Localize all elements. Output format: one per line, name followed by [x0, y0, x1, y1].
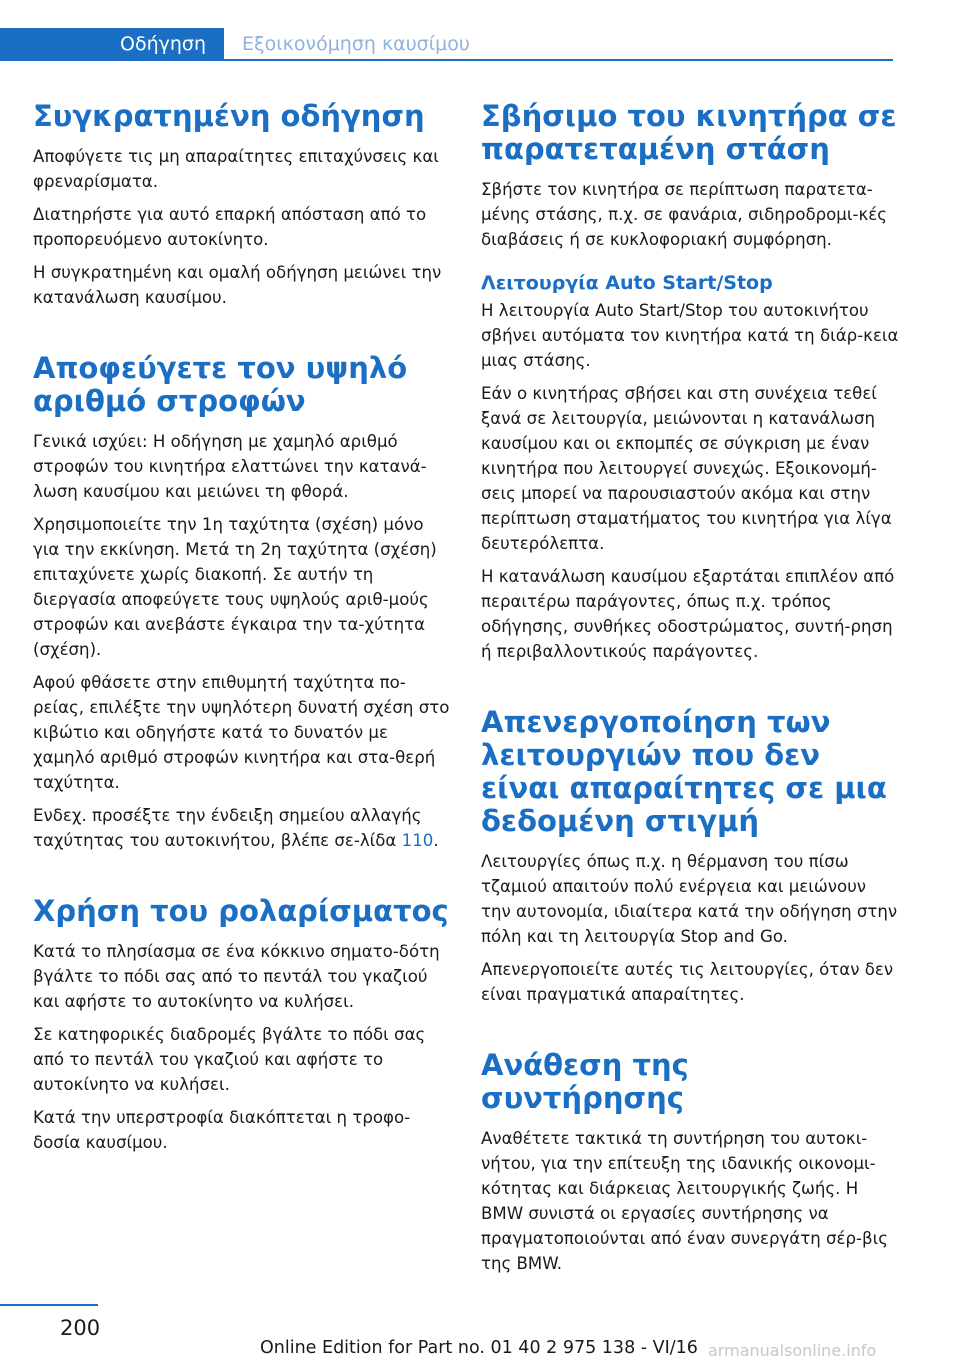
paragraph: Διατηρήστε για αυτό επαρκή απόσταση από το προπορευόμενο αυτοκίνητο. — [33, 205, 427, 249]
heading-avoid-high-rpm: Αποφεύγετε τον υψηλό αριθμό στροφών — [33, 351, 408, 418]
paragraph: Σβήστε τον κινητήρα σε περίπτωση παρατετα‐μένης στάσης, π.χ. σε φανάρια, σιδηροδρομι‐κές διαβάσεις ή σε κυκλοφοριακή συμφόρηση. — [481, 180, 887, 249]
paragraph: Αποφύγετε τις μη απαραίτητες επιταχύνσεις και φρεναρίσματα. — [33, 147, 439, 191]
subheading-auto-start-stop: Λειτουργία Auto Start/Stop — [481, 272, 773, 294]
left-column — [33, 100, 451, 1163]
page-header — [0, 28, 470, 60]
paragraph-end: . — [433, 831, 439, 850]
heading-engine-off: Σβήσιμο του κινητήρα σε παρατεταμένη στάση — [481, 99, 897, 166]
paragraph: Λειτουργίες όπως π.χ. η θέρμανση του πίσω τζαμιού απαιτούν πολύ ενέργεια και μειώνουν την αυτονομία, ιδιαίτερα κατά την οδήγηση στην πόλη και τη λειτουργία Stop and Go. — [481, 852, 898, 946]
heading-disable-functions: Απενεργοποίηση των λειτουργιών που δεν είναι απαραίτητες σε μια δεδομένη στιγμή — [481, 705, 887, 838]
paragraph: Η λειτουργία Auto Start/Stop του αυτοκινήτου σβήνει αυτόματα τον κινητήρα κατά τη διάρ‐κεια μιας στάσης. — [481, 301, 899, 370]
paragraph-with-link — [33, 803, 451, 853]
header-subsection-tab[interactable]: Εξοικονόμηση καυσίμου — [242, 33, 470, 55]
heading-maintenance: Ανάθεση της συντήρησης — [481, 1048, 689, 1115]
paragraph: Εάν ο κινητήρας σβήσει και στη συνέχεια τεθεί ξανά σε λειτουργία, μειώνονται η κατανάλωση καυσίμου και οι εκπομπές σε σύγκριση με έναν κινητήρα που λειτουργεί συνεχώς. Εξοικονομή‐σεις μπορεί να παρουσιαστούν ακόμα και στην περίπτωση σταματήματος του κινητήρα για λίγα δευτερόλεπτα. — [481, 384, 892, 553]
paragraph: Γενικά ισχύει: Η οδήγηση με χαμηλό αριθμό στροφών του κινητήρα ελαττώνει την κατανά‐λωση καυσίμου και μειώνει τη φθορά. — [33, 432, 427, 501]
paragraph: Απενεργοποιείτε αυτές τις λειτουργίες, όταν δεν είναι πραγματικά απαραίτητες. — [481, 960, 894, 1004]
paragraph: Χρησιμοποιείτε την 1η ταχύτητα (σχέση) μόνο για την εκκίνηση. Μετά τη 2η ταχύτητα (σχέση) επιταχύνετε χωρίς διακοπή. Σε αυτήν τη διεργασία αποφεύγετε τους υψηλούς αριθ‐μούς στροφών και ανεβάστε έγκαιρα την τα‐χύτητα (σχέση). — [33, 515, 437, 659]
header-section-tab[interactable]: Οδήγηση — [0, 28, 224, 60]
paragraph: Η κατανάλωση καυσίμου εξαρτάται επιπλέον από περαιτέρω παράγοντες, όπως π.χ. τρόπος οδήγησης, συνθήκες οδοστρώματος, συντή‐ρηση ή περιβαλλοντικούς παράγοντες. — [481, 567, 895, 661]
right-column — [481, 100, 899, 1284]
page-number: 200 — [60, 1316, 101, 1340]
page-reference-link[interactable]: 110 — [401, 831, 434, 850]
paragraph-text: Ενδεχ. προσέξτε την ένδειξη σημείου αλλαγής ταχύτητας του αυτοκινήτου, βλέπε σε‐λίδα — [33, 806, 422, 850]
header-divider — [0, 59, 893, 61]
paragraph: Κατά την υπερστροφία διακόπτεται η τροφο‐δοσία καυσίμου. — [33, 1108, 411, 1152]
paragraph: Αναθέτετε τακτικά τη συντήρηση του αυτοκι‐νήτου, για την επίτευξη της ιδανικής οικονομι‐κότητας και διάρκειας λειτουργικής ζωής. Η BMW συνιστά οι εργασίες συντήρησης να πραγματοποιούνται από έναν συνεργάτη σέρ‐βις της BMW. — [481, 1129, 888, 1273]
paragraph: Αφού φθάσετε στην επιθυμητή ταχύτητα πο‐ρείας, επιλέξτε την υψηλότερη δυνατή σχέση στο κιβώτιο και οδηγήστε κατά το δυνατόν με χαμηλό αριθμό στροφών κινητήρα και στα‐θερή ταχύτητα. — [33, 673, 450, 792]
paragraph: Η συγκρατημένη και ομαλή οδήγηση μειώνει την κατανάλωση καυσίμου. — [33, 263, 442, 307]
footer-divider — [0, 1304, 98, 1306]
paragraph: Κατά το πλησίασμα σε ένα κόκκινο σηματο‐δότη βγάλτε το πόδι σας από το πεντάλ του γκαζιού και αφήστε το αυτοκίνητο να κυλήσει. — [33, 942, 440, 1011]
paragraph: Σε κατηφορικές διαδρομές βγάλτε το πόδι σας από το πεντάλ του γκαζιού και αφήστε το αυτοκίνητο να κυλήσει. — [33, 1025, 426, 1094]
edition-note: Online Edition for Part no. 01 40 2 975 138 - VI/16 — [260, 1338, 698, 1358]
heading-restrained-driving: Συγκρατημένη οδήγηση — [33, 99, 425, 133]
heading-coasting: Χρήση του ρολαρίσματος — [33, 894, 449, 928]
watermark: armanualsonline.info — [708, 1341, 877, 1360]
